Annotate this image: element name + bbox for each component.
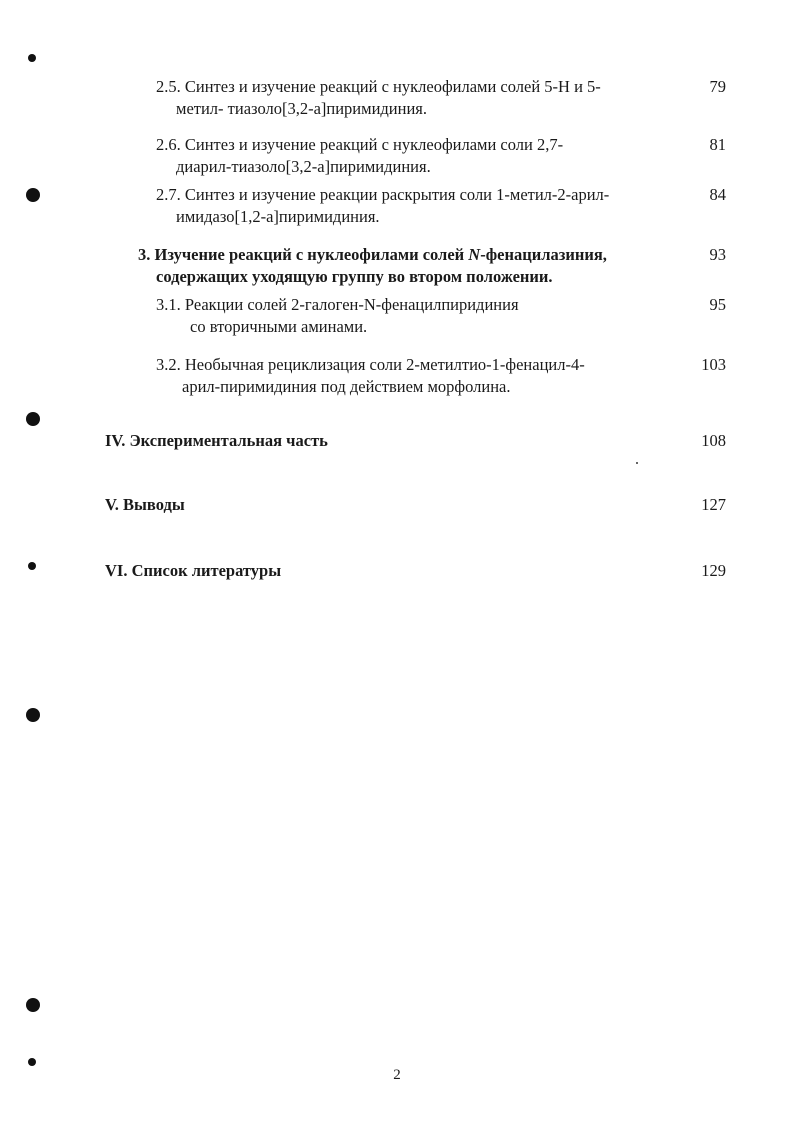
- toc-page-number: 81: [709, 135, 726, 154]
- toc-entry-title-line1: 2.5. Синтез и изучение реакций с нуклеофилами солей 5-Н и 5-: [156, 77, 601, 96]
- toc-entry-title-part: -фенацилазиния,: [480, 245, 607, 264]
- toc-entry-title-line1: IV. Экспериментальная часть: [105, 431, 328, 450]
- page-number: 2: [393, 1067, 401, 1083]
- toc-page-number: 84: [709, 185, 726, 204]
- punch-hole: [26, 708, 40, 722]
- toc-entry-title-line2: имидазо[1,2-а]пиримидиния.: [176, 207, 380, 226]
- toc-entry-title-line1: 2.7. Синтез и изучение реакции раскрытия соли 1-метил-2-арил-: [156, 185, 610, 204]
- toc-entry-2-5[interactable]: [156, 76, 601, 120]
- toc-entry-title-line2: содержащих уходящую группу во втором положении.: [156, 267, 553, 286]
- toc-entry-title-italic: N: [468, 245, 481, 264]
- toc-entry-title-line1: 3.1. Реакции солей 2-галоген-N-фенацилпиридиния: [156, 295, 519, 314]
- toc-page-number: 108: [701, 431, 726, 450]
- toc-page-number: 103: [701, 355, 726, 374]
- toc-entry-2-6[interactable]: [156, 134, 563, 178]
- toc-entry-3-1[interactable]: [156, 294, 519, 338]
- toc-page-number: 129: [701, 561, 726, 580]
- toc-entry-iv[interactable]: [105, 430, 328, 452]
- punch-hole: [26, 412, 40, 426]
- punch-hole-mark: [28, 54, 36, 62]
- toc-entry-title-line1: VI. Список литературы: [105, 561, 282, 580]
- toc-page-number: 79: [709, 77, 726, 96]
- toc-entry-title-line1: 2.6. Синтез и изучение реакций с нуклеофилами соли 2,7-: [156, 135, 564, 154]
- punch-hole-mark: [28, 562, 36, 570]
- toc-entry-title-line2: со вторичными аминами.: [190, 317, 368, 336]
- toc-page-number: 127: [701, 495, 726, 514]
- toc-entry-title-part: 3. Изучение реакций с нуклеофилами солей: [138, 245, 469, 264]
- toc-entry-title-line2: диарил-тиазоло[3,2-а]пиримидиния.: [176, 157, 431, 176]
- toc-page-number: 95: [709, 295, 726, 314]
- toc-entry-vi[interactable]: [105, 560, 281, 582]
- toc-entry-3-2[interactable]: [156, 354, 585, 398]
- toc-entry-title-line1: 3.2. Необычная рециклизация соли 2-метилтио-1-фенацил-4-: [156, 355, 585, 374]
- punch-hole: [26, 998, 40, 1012]
- toc-entry-title-line1: V. Выводы: [105, 495, 185, 514]
- toc-entry-title-line1: [138, 244, 607, 266]
- scan-speck: [636, 462, 638, 464]
- toc-entry-2-7[interactable]: [156, 184, 609, 228]
- toc-entry-v[interactable]: [105, 494, 185, 516]
- toc-entry-3[interactable]: [138, 244, 607, 288]
- toc-entry-title-line2: арил-пиримидиния под действием морфолина.: [182, 377, 511, 396]
- punch-hole: [26, 188, 40, 202]
- toc-page-number: 93: [709, 245, 726, 264]
- toc-entry-title-line2: метил- тиазоло[3,2-а]пиримидиния.: [176, 99, 428, 118]
